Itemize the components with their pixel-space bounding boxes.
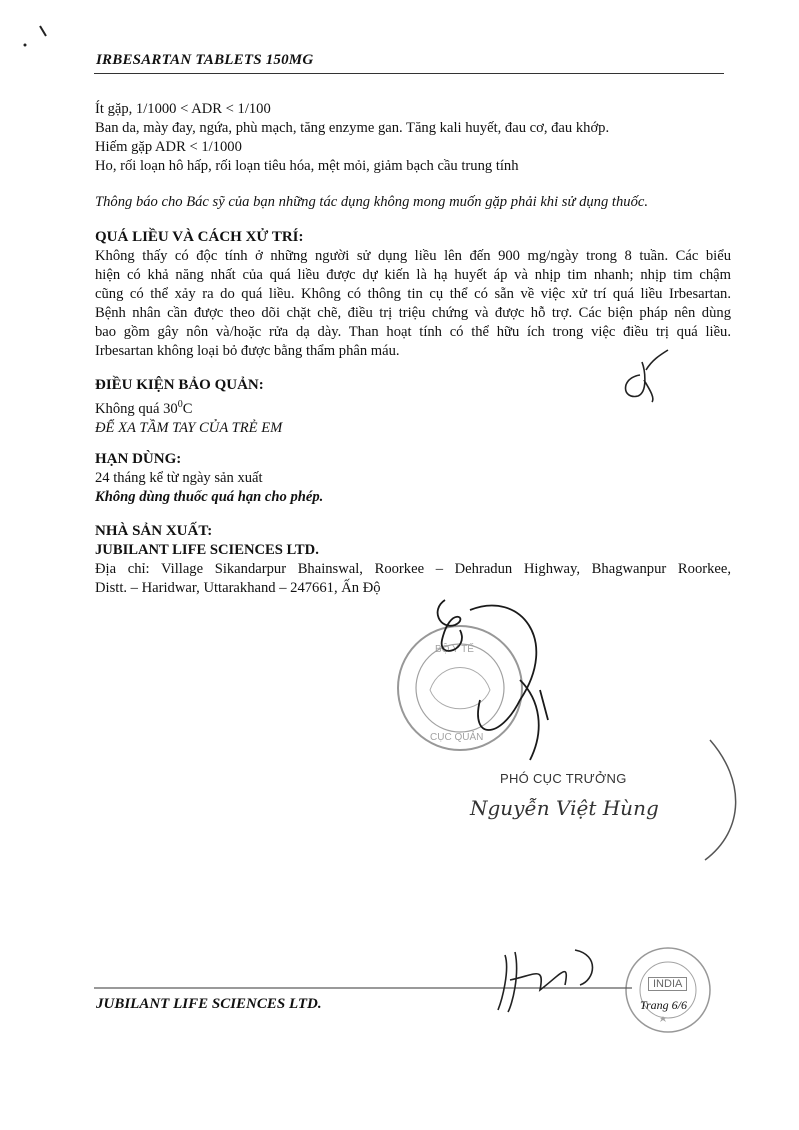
manufacturer-address-line: Distt. – Haridwar, Uttarakhand – 247661, Ấn Độ bbox=[95, 580, 381, 596]
shelf-life-heading: HẠN DÙNG: bbox=[95, 451, 182, 467]
seal-bottom-text: CỤC QUẢN bbox=[430, 732, 484, 743]
storage-warning: ĐỂ XA TẦM TAY CỦA TRẺ EM bbox=[95, 419, 283, 436]
scan-mark bbox=[24, 44, 27, 47]
footer-company: JUBILANT LIFE SCIENCES LTD. bbox=[96, 996, 322, 1012]
manufacturer-name: JUBILANT LIFE SCIENCES LTD. bbox=[95, 542, 319, 558]
shelf-life-text: 24 tháng kể từ ngày sản xuất bbox=[95, 470, 263, 486]
storage-heading: ĐIỀU KIỆN BẢO QUẢN: bbox=[95, 377, 264, 393]
manufacturer-heading: NHÀ SẢN XUẤT: bbox=[95, 523, 213, 539]
overdose-line: bao gồm gây nôn và/hoặc rửa dạ dày. Than hoạt tính có thể hữu ích trong việc điều trị quá liều. bbox=[95, 324, 731, 340]
adr-uncommon-frequency: Ít gặp, 1/1000 < ADR < 1/100 bbox=[95, 101, 271, 117]
adr-rare-effects: Ho, rối loạn hô hấp, rối loạn tiêu hóa, mệt mỏi, giảm bạch cầu trung tính bbox=[95, 158, 519, 174]
page-edge-curve bbox=[705, 740, 736, 860]
initials-signature bbox=[626, 350, 669, 402]
adr-rare-frequency: Hiếm gặp ADR < 1/1000 bbox=[95, 139, 242, 155]
stamp-name: Nguyễn Việt Hùng bbox=[470, 796, 659, 820]
company-seal-text: INDIA bbox=[648, 977, 687, 991]
overdose-line: hiện có khả năng nhất của quá liều được dự kiến là hạ huyết áp và nhịp tim nhanh; nhịp tim chậm bbox=[95, 267, 731, 283]
adr-uncommon-effects: Ban da, mày đay, ngứa, phù mạch, tăng enzyme gan. Tăng kali huyết, đau cơ, đau khớp. bbox=[95, 120, 610, 136]
overdose-line: cũng có thể xảy ra do quá liều. Không có thông tin cụ thể có sẵn về việc xử trí quá liều Irbesartan. bbox=[95, 286, 731, 302]
page-number: Trang 6/6 bbox=[640, 998, 688, 1012]
document-header-title: IRBESARTAN TABLETS 150MG bbox=[96, 52, 314, 68]
footer-signature bbox=[498, 950, 593, 1012]
overdose-line: Bệnh nhân cần được theo dõi chặt chẽ, điều trị triệu chứng và được hỗ trợ. Các biện pháp nên dùng bbox=[95, 305, 731, 321]
adr-notice-text: Thông báo cho Bác sỹ của bạn những tác dụng không mong muốn gặp phải khi sử dụng thuốc. bbox=[95, 194, 648, 210]
shelf-life-warning: Không dùng thuốc quá hạn cho phép. bbox=[95, 489, 324, 505]
storage-temp-degree: 0 bbox=[177, 399, 183, 410]
seal-top-text: BỘ Y TẾ bbox=[435, 644, 474, 655]
stamp-title: PHÓ CỤC TRƯỞNG bbox=[500, 771, 627, 786]
storage-temp-unit: C bbox=[182, 400, 193, 417]
manufacturer-address-line: Địa chỉ: Village Sikandarpur Bhainswal, Roorkee – Dehradun Highway, Bhagwanpur Roorkee, bbox=[95, 561, 731, 577]
overdose-line: Irbesartan không loại bỏ được bằng thẩm phân máu. bbox=[95, 343, 400, 359]
scan-mark bbox=[40, 26, 46, 36]
storage-temp-value: Không quá 30 bbox=[95, 400, 178, 417]
overdose-line: Không thấy có độc tính ở những người sử dụng liều lên đến 900 mg/ngày trong 8 tuần. Các biểu bbox=[95, 248, 731, 264]
overdose-heading: QUÁ LIỀU VÀ CÁCH XỬ TRÍ: bbox=[95, 229, 304, 245]
